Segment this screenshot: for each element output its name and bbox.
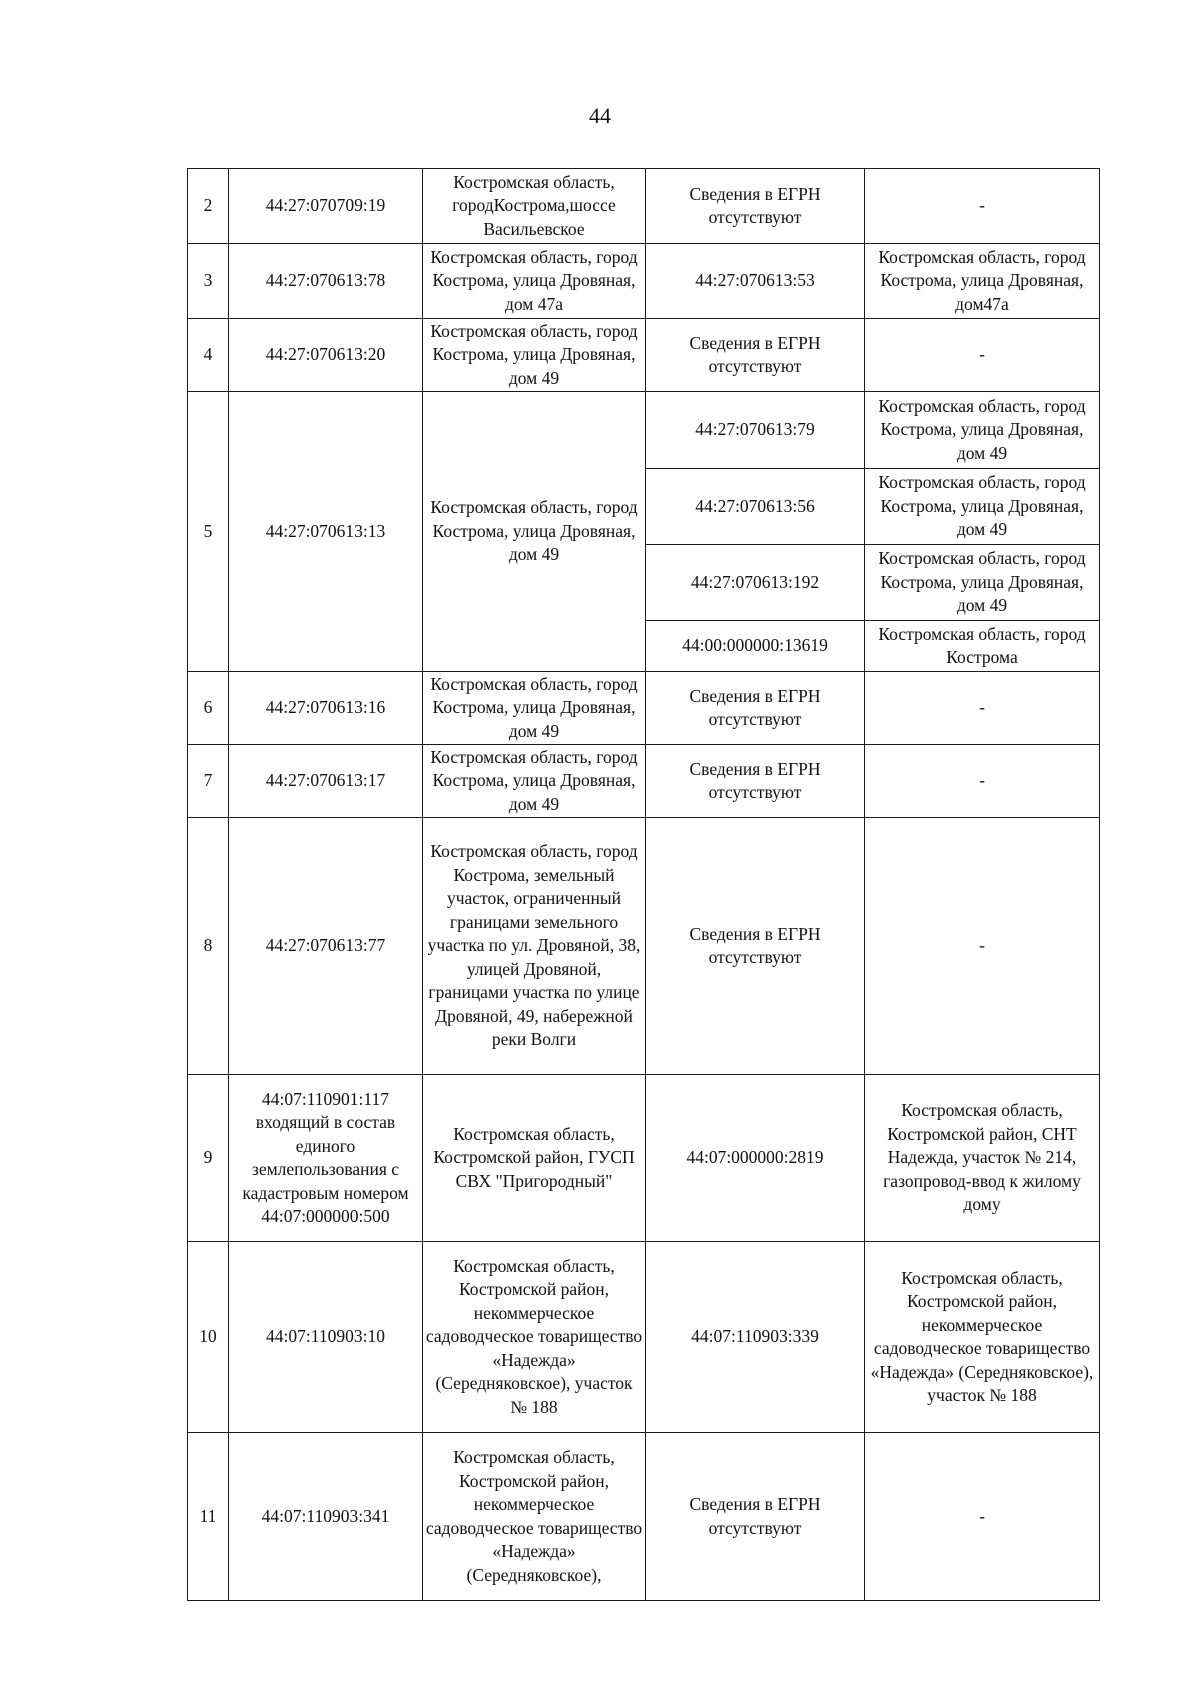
location-cell: Костромская область, город Кострома, улица Дровяная, дом 49: [423, 672, 646, 745]
object-number-cell: 44:07:000000:2819: [646, 1075, 865, 1242]
object-number-cell: 44:07:110903:339: [646, 1242, 865, 1433]
object-address-cell: -: [865, 1433, 1100, 1601]
object-address-cell: Костромская область, Костромской район, СНТ Надежда, участок № 214, газопровод-ввод к жилому дому: [865, 1075, 1100, 1242]
row-number-cell: 7: [188, 745, 229, 818]
object-number-cell: Сведения в ЕГРН отсутствуют: [646, 745, 865, 818]
object-address-cell: Костромская область, город Кострома, улица Дровяная, дом47а: [865, 244, 1100, 319]
row-number-cell: 6: [188, 672, 229, 745]
object-address-cell: -: [865, 745, 1100, 818]
cadastral-number-cell: 44:07:110901:117 входящий в состав единого землепользования с кадастровым номером 44:07:000000:500: [229, 1075, 423, 1242]
cadastral-number-cell: 44:27:070709:19: [229, 169, 423, 244]
table-row: [188, 392, 1100, 469]
object-address-cell: Костромская область, город Кострома: [865, 621, 1100, 672]
land-plot-table: [187, 168, 1100, 1601]
object-number-cell: 44:27:070613:79: [646, 392, 865, 469]
location-cell: Костромская область, городКострома,шоссе Васильевское: [423, 169, 646, 244]
location-cell: Костромская область, город Кострома, улица Дровяная, дом 49: [423, 745, 646, 818]
object-number-cell: 44:00:000000:13619: [646, 621, 865, 672]
table-row: [188, 169, 1100, 244]
table-row: [188, 1433, 1100, 1601]
location-cell: Костромская область, город Кострома, земельный участок, ограниченный границами земельного участка по ул. Дровяной, 38, улицей Дровяной, границами участка по улице Дровяной, 49, набережной реки Волги: [423, 818, 646, 1075]
cadastral-number-cell: 44:07:110903:341: [229, 1433, 423, 1601]
object-number-cell: 44:27:070613:192: [646, 545, 865, 621]
table-row: [188, 745, 1100, 818]
object-number-cell: Сведения в ЕГРН отсутствуют: [646, 169, 865, 244]
object-number-cell: Сведения в ЕГРН отсутствуют: [646, 319, 865, 392]
row-number-cell: 2: [188, 169, 229, 244]
row-number-cell: 9: [188, 1075, 229, 1242]
table-row: [188, 1075, 1100, 1242]
cadastral-number-cell: 44:07:110903:10: [229, 1242, 423, 1433]
row-number-cell: 4: [188, 319, 229, 392]
table-row: [188, 672, 1100, 745]
object-address-cell: -: [865, 319, 1100, 392]
object-address-cell: -: [865, 818, 1100, 1075]
row-number-cell: 10: [188, 1242, 229, 1433]
object-number-cell: Сведения в ЕГРН отсутствуют: [646, 818, 865, 1075]
object-address-cell: Костромская область, город Кострома, улица Дровяная, дом 49: [865, 469, 1100, 545]
object-address-cell: Костромская область, город Кострома, улица Дровяная, дом 49: [865, 392, 1100, 469]
table-row: [188, 1242, 1100, 1433]
table-row: [188, 818, 1100, 1075]
cadastral-number-cell: 44:27:070613:77: [229, 818, 423, 1075]
object-address-cell: Костромская область, город Кострома, улица Дровяная, дом 49: [865, 545, 1100, 621]
location-cell: Костромская область, Костромской район, некоммерческое садоводческое товарищество «Надежда» (Середняковское),: [423, 1433, 646, 1601]
cadastral-number-cell: 44:27:070613:78: [229, 244, 423, 319]
object-number-cell: Сведения в ЕГРН отсутствуют: [646, 1433, 865, 1601]
row-number-cell: 8: [188, 818, 229, 1075]
location-cell: Костромская область, Костромской район, некоммерческое садоводческое товарищество «Надежда» (Середняковское), участок № 188: [423, 1242, 646, 1433]
row-number-cell: 11: [188, 1433, 229, 1601]
location-cell: Костромская область, город Кострома, улица Дровяная, дом 47а: [423, 244, 646, 319]
object-number-cell: 44:27:070613:56: [646, 469, 865, 545]
table-row: [188, 244, 1100, 319]
row-number-cell: 3: [188, 244, 229, 319]
object-address-cell: Костромская область, Костромской район, некоммерческое садоводческое товарищество «Надежда» (Середняковское), участок № 188: [865, 1242, 1100, 1433]
location-cell: Костромская область, город Кострома, улица Дровяная, дом 49: [423, 392, 646, 672]
object-address-cell: -: [865, 169, 1100, 244]
location-cell: Костромская область, город Кострома, улица Дровяная, дом 49: [423, 319, 646, 392]
location-cell: Костромская область, Костромской район, ГУСП СВХ "Пригородный": [423, 1075, 646, 1242]
cadastral-number-cell: 44:27:070613:16: [229, 672, 423, 745]
table-row: [188, 319, 1100, 392]
cadastral-number-cell: 44:27:070613:13: [229, 392, 423, 672]
object-number-cell: 44:27:070613:53: [646, 244, 865, 319]
object-number-cell: Сведения в ЕГРН отсутствуют: [646, 672, 865, 745]
row-number-cell: 5: [188, 392, 229, 672]
cadastral-number-cell: 44:27:070613:20: [229, 319, 423, 392]
page-number: 44: [589, 103, 611, 128]
object-address-cell: -: [865, 672, 1100, 745]
cadastral-number-cell: 44:27:070613:17: [229, 745, 423, 818]
